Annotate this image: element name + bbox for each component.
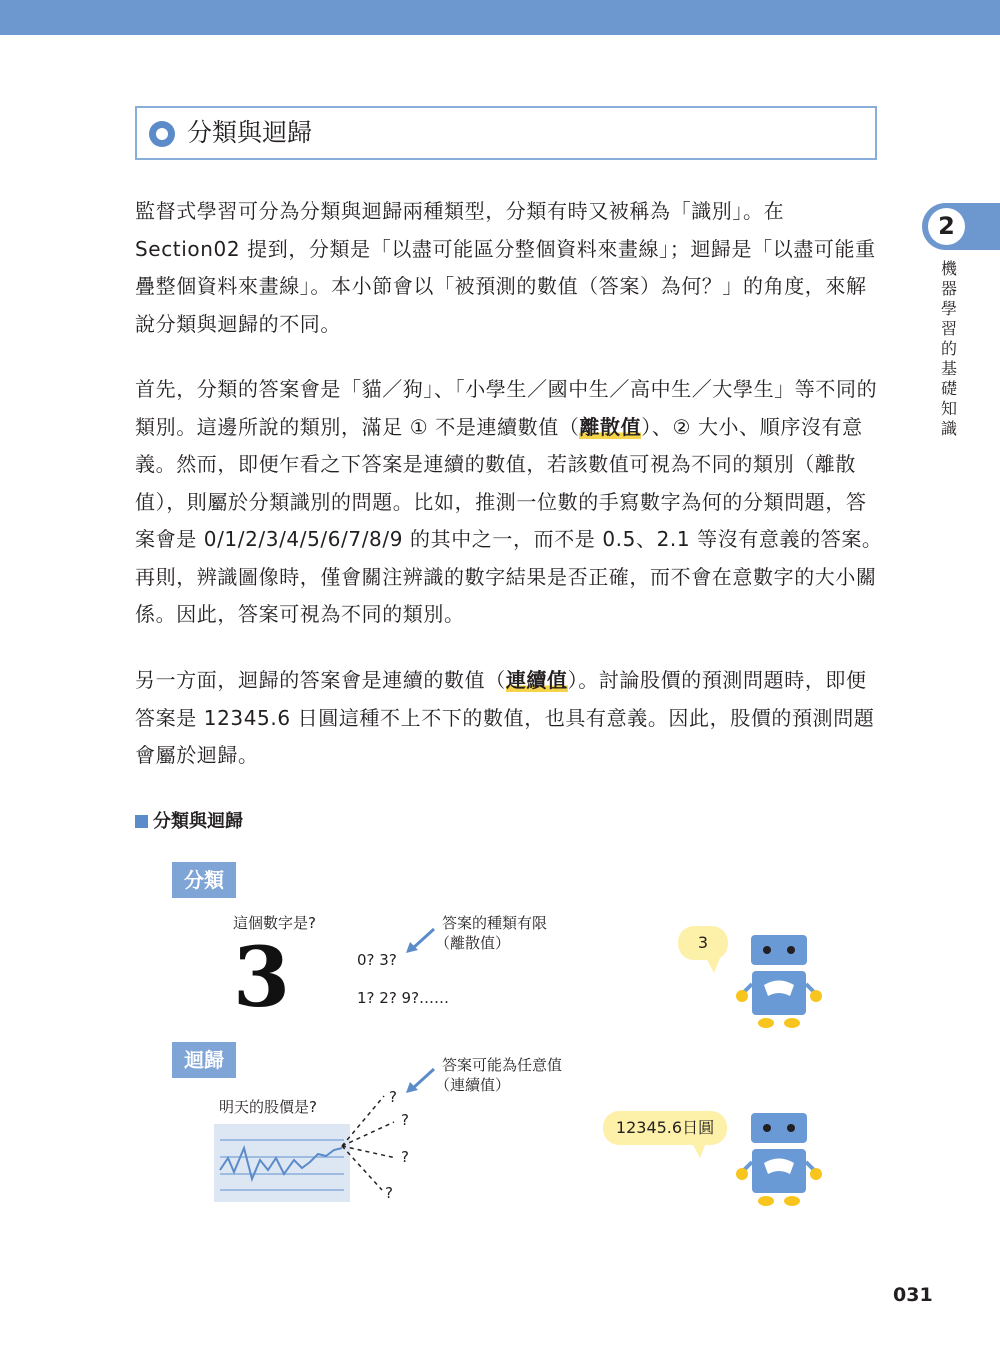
- caption-square-icon: [135, 815, 148, 828]
- robot-icon: [734, 932, 824, 1030]
- section-title: 分類與迴歸: [187, 118, 313, 147]
- classification-candidates-2: 1? 2? 9?……: [357, 989, 450, 1007]
- question-mark: ?: [401, 1111, 409, 1129]
- classification-tag: 分類: [172, 862, 236, 898]
- classification-note-2: （離散值）: [435, 934, 511, 952]
- arrow-icon: [402, 1065, 438, 1095]
- paragraph-classification: [135, 371, 883, 634]
- classification-note-1: 答案的種類有限: [442, 914, 548, 932]
- paragraph-text: 另一方面，迴歸的答案會是連續的數值（: [135, 668, 506, 692]
- highlight-continuous-value: 連續值: [505, 668, 568, 692]
- question-mark: ?: [385, 1184, 393, 1202]
- figure-title: 分類與迴歸: [153, 811, 243, 832]
- section-bullet-icon: [149, 121, 175, 147]
- paragraph-text: ）、② 大小、順序沒有意義。然而，即便乍看之下答案是連續的數值，若該數值可視為不同的類別（離散值），則屬於分類識別的問題。比如，推測一位數的手寫數字為何的分類問題，答案會是 0/1/2/3/4/5/6/7/8/9 的其中之一，而不是 0.5、2.1 等沒有意義的答案。再則，辨識圖像時，僅會關注辨識的數字結果是否正確，而不會在意數字的大小關係。因此，答案可視為不同的類別。: [135, 414, 883, 626]
- paragraph-intro: 監督式學習可分為分類與迴歸兩種類型，分類有時又被稱為「識別」。在Section02 提到，分類是「以盡可能區分整個資料來畫線」；迴歸是「以盡可能重疊整個資料來畫線」。本小節會以「被預測的數值（答案）為何？」的角度，來解說分類與迴歸的不同。: [135, 199, 876, 336]
- chapter-label: 機器學習的基礎知識: [940, 259, 957, 438]
- regression-answer: 12345.6日圓: [615, 1118, 715, 1137]
- section-header: [135, 106, 877, 160]
- regression-note-2: （連續值）: [435, 1076, 511, 1094]
- page-number: 031: [893, 1284, 933, 1306]
- chapter-number: 2: [928, 208, 965, 245]
- regression-note-1: 答案可能為任意值: [442, 1056, 563, 1074]
- classification-question: 這個數字是?: [233, 914, 316, 932]
- robot-icon: [734, 1110, 824, 1208]
- stock-chart: [214, 1124, 350, 1202]
- bubble-tail: [706, 958, 720, 973]
- regression-answer-bubble: [603, 1111, 727, 1145]
- classification-answer-bubble: [678, 926, 728, 960]
- question-mark: ?: [389, 1088, 397, 1106]
- paragraph-text: 首先，分類的答案會是「貓／狗」、「小學生／國中生／高中生／大學生」等不同的類別。這邊所說的類別，滿足 ① 不是連續數值（: [135, 377, 878, 439]
- paragraph-regression: [135, 662, 883, 775]
- top-header-bar: [0, 0, 1000, 35]
- regression-tag: 迴歸: [172, 1042, 236, 1078]
- bubble-tail: [692, 1143, 706, 1158]
- arrow-icon: [402, 925, 438, 955]
- paragraph-text: ）。討論股價的預測問題時，即便答案是 12345.6 日圓這種不上不下的數值，也具有意義。因此，股價的預測問題會屬於迴歸。: [135, 668, 875, 767]
- classification-candidates-1: 0? 3?: [357, 951, 397, 969]
- chapter-tab: [922, 203, 1000, 250]
- question-mark: ?: [401, 1148, 409, 1166]
- handwritten-digit: 3: [233, 930, 291, 1026]
- regression-question: 明天的股價是?: [219, 1098, 317, 1116]
- highlight-discrete-value: 離散值: [579, 414, 642, 439]
- classification-answer: 3: [697, 933, 709, 952]
